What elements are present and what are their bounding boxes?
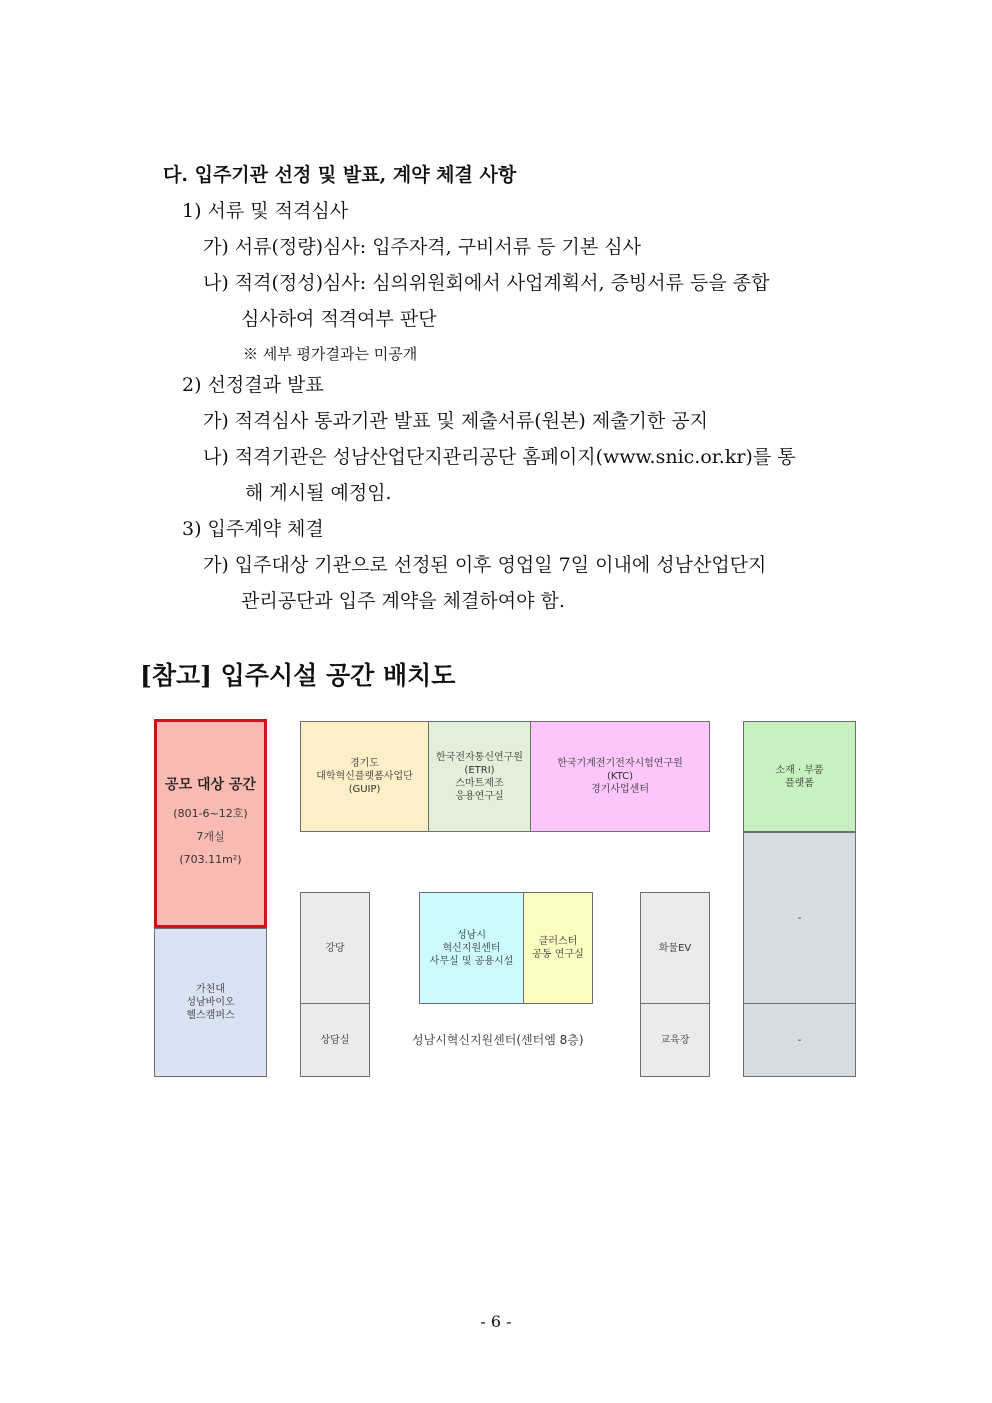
right-mid-label: - (797, 912, 802, 924)
item-1-sub-b-cont: 심사하여 적격여부 판단 (241, 308, 437, 330)
item-1-note: ※ 세부 평가결과는 미공개 (243, 345, 418, 363)
etri-line-2: (ETRI) (464, 764, 495, 776)
reference-title: [참고] 입주시설 공간 배치도 (140, 661, 456, 690)
gachon-line-2: 성남바이오 (186, 997, 235, 1008)
innovation-line-2: 혁신지원센터 (442, 942, 501, 954)
ktc-line-2: (KTC) (606, 771, 634, 782)
item-3-sub-a-cont: 관리공단과 입주 계약을 체결하여야 함. (241, 590, 565, 612)
cluster-line-1: 클러스터 (538, 936, 578, 947)
guip-line-2: 대학혁신플랫폼사업단 (316, 771, 413, 782)
guip-room (300, 721, 429, 832)
materials-line-1: 소재 · 부품 (775, 764, 824, 776)
cluster-line-2: 공동 연구실 (532, 949, 584, 960)
ktc-line-1: 한국기계전기전자시험연구원 (557, 758, 683, 769)
item-2-sub-b-cont: 해 게시될 예정임. (245, 482, 392, 504)
gachon-room (154, 928, 267, 1077)
innovation-line-3: 사무실 및 공용시설 (429, 955, 514, 967)
center-caption: 성남시혁신지원센터(센터엠 8층) (412, 1033, 584, 1047)
target-space (154, 719, 267, 928)
gachon-line-3: 헬스캠퍼스 (186, 1010, 235, 1021)
materials-platform-room (743, 721, 856, 832)
section-heading: 다. 입주기관 선정 및 발표, 계약 체결 사항 (163, 164, 517, 186)
auditorium-room (300, 892, 370, 1004)
education-label: 교육장 (660, 1034, 690, 1046)
right-bottom-label: - (797, 1034, 802, 1046)
item-3-sub-a: 가) 입주대상 기관으로 선정된 이후 영업일 7일 이내에 성남산업단지 (203, 554, 767, 576)
ktc-room (530, 721, 710, 832)
item-3-title: 3) 입주계약 체결 (182, 518, 324, 540)
etri-room (428, 721, 531, 832)
freight-ev-room (640, 892, 710, 1004)
innovation-line-1: 성남시 (457, 929, 486, 941)
auditorium-label: 강당 (325, 942, 345, 954)
item-2-title: 2) 선정결과 발표 (182, 374, 324, 396)
materials-line-2: 플랫폼 (785, 777, 814, 789)
consult-room (300, 1003, 370, 1077)
etri-line-1: 한국전자통신연구원 (436, 751, 523, 763)
etri-line-4: 응용연구실 (455, 790, 504, 802)
cluster-lab-room (523, 892, 593, 1004)
floor-plan (154, 719, 856, 1077)
target-space-rooms: (801-6~12호) (173, 807, 248, 820)
guip-line-3: (GUIP) (348, 784, 381, 795)
consult-label: 상담실 (320, 1034, 350, 1046)
item-1-sub-a: 가) 서류(정량)심사: 입주자격, 구비서류 등 기본 심사 (203, 236, 641, 258)
item-1-title: 1) 서류 및 적격심사 (182, 200, 349, 222)
education-room (640, 1003, 710, 1077)
item-2-sub-a: 가) 적격심사 통과기관 발표 및 제출서류(원본) 제출기한 공지 (203, 410, 709, 432)
freight-label: 화물EV (658, 942, 692, 954)
item-2-sub-b: 나) 적격기관은 성남산업단지관리공단 홈페이지(www.snic.or.kr)를 통 (203, 446, 796, 468)
ktc-line-3: 경기사업센터 (591, 784, 649, 795)
page-number: - 6 - (480, 1312, 512, 1331)
target-space-count: 7개실 (196, 830, 225, 843)
target-space-area: (703.11m²) (179, 853, 242, 866)
guip-line-1: 경기도 (350, 758, 379, 769)
target-space-title: 공모 대상 공간 (165, 777, 256, 793)
item-1-sub-b: 나) 적격(정성)심사: 심의위원회에서 사업계획서, 증빙서류 등을 종합 (203, 272, 770, 294)
right-bottom-room (743, 1003, 856, 1077)
gachon-line-1: 가천대 (196, 984, 225, 995)
right-mid-room (743, 832, 856, 1004)
etri-line-3: 스마트제조 (455, 777, 504, 789)
innovation-center-room (419, 892, 524, 1004)
